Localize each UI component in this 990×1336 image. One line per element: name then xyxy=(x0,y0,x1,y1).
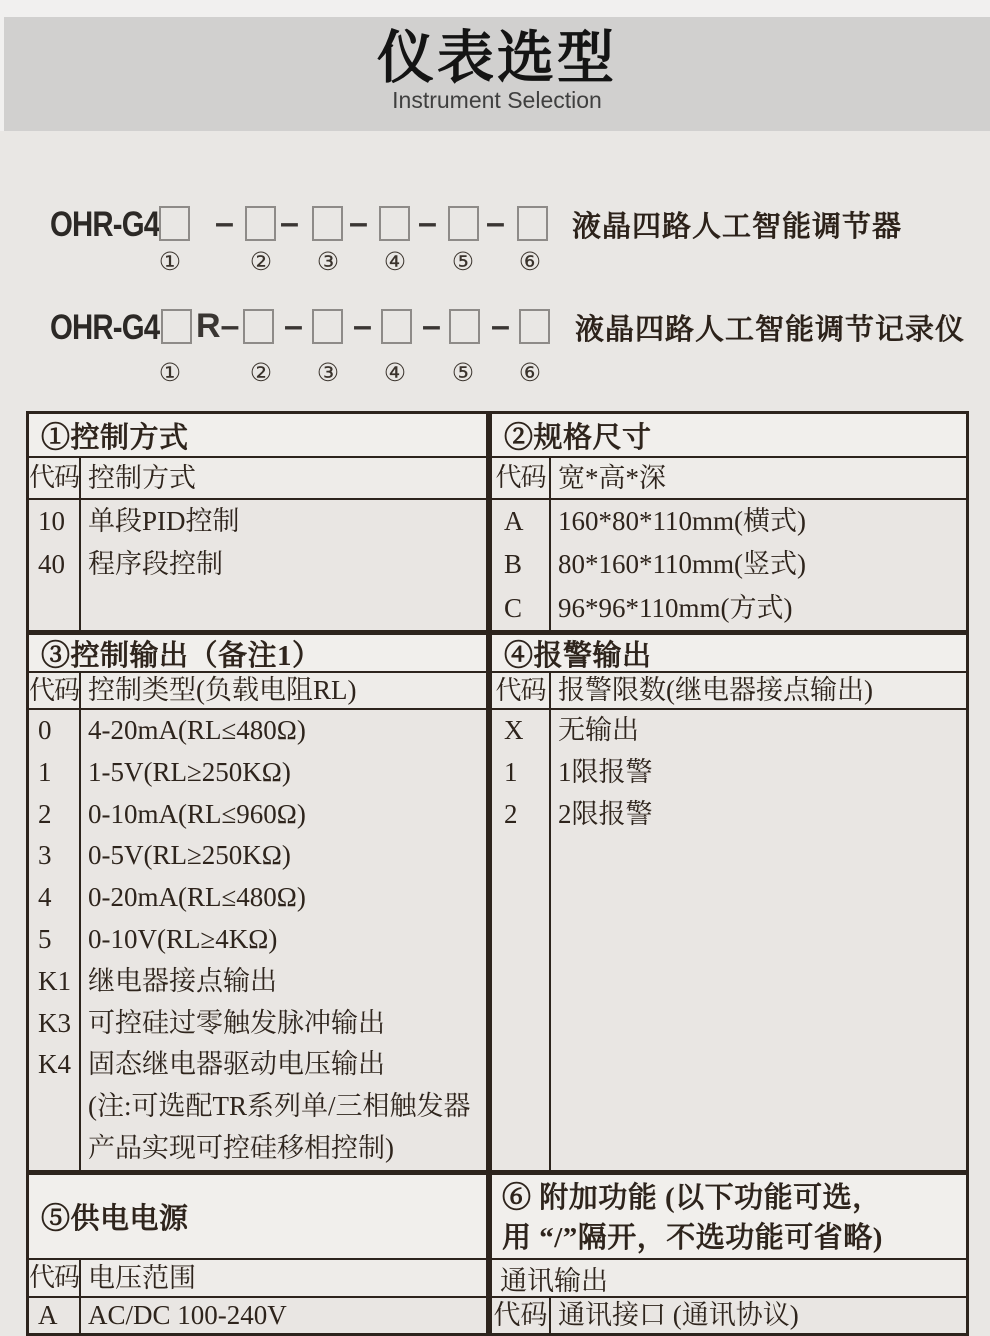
section34-data xyxy=(29,710,966,1170)
section2-codes xyxy=(492,500,551,630)
section12-data xyxy=(29,500,966,630)
section56-subheader-row xyxy=(29,1260,966,1298)
model1-code-box-3 xyxy=(312,206,343,241)
section4-code-header: 代码 xyxy=(492,673,551,708)
model1-code-box-2 xyxy=(245,206,276,241)
cell: 无输出 xyxy=(558,715,639,745)
cell: 可控硅过零触发脉冲输出 xyxy=(88,1007,385,1038)
model1-connector-5: – xyxy=(486,204,505,242)
section34-header-row xyxy=(29,635,966,673)
model2-connector-3: – xyxy=(353,307,372,345)
section56-bottom-row xyxy=(29,1298,966,1333)
section6-group-header: 通讯输出 xyxy=(500,1265,608,1296)
cell: K3 xyxy=(38,1007,71,1038)
section1-title: ①控制方式 xyxy=(41,421,189,454)
model1-connector-2: – xyxy=(280,204,299,242)
cell: 程序段控制 xyxy=(88,549,223,580)
model1-marker-1: ① xyxy=(158,249,182,276)
model2-connector-4: – xyxy=(422,307,441,345)
section1-code-header: 代码 xyxy=(29,458,81,498)
cell: 2限报警 xyxy=(558,798,653,829)
section12-header-row xyxy=(29,414,966,458)
section12-subheader-row xyxy=(29,458,966,500)
model2-description: 液晶四路人工智能调节记录仪 xyxy=(575,314,966,346)
section5-values xyxy=(81,1298,486,1333)
model1-code-box-1 xyxy=(159,206,190,241)
cell: A xyxy=(38,1300,58,1330)
cell: 5 xyxy=(38,923,52,954)
page-subtitle: Instrument Selection xyxy=(392,87,602,113)
model1-connector-4: – xyxy=(418,204,437,242)
cell: 1限报警 xyxy=(558,756,653,787)
section56-header-row xyxy=(29,1175,966,1260)
section3-title: ③控制输出（备注1） xyxy=(41,639,322,672)
cell: 单段PID控制 xyxy=(88,506,240,536)
model1-prefix: OHR-G4 xyxy=(50,205,160,244)
section1-values xyxy=(81,500,486,630)
model2-code-box-2 xyxy=(243,309,274,344)
section5-desc-header: 电压范围 xyxy=(88,1263,196,1293)
model1-code-box-4 xyxy=(379,206,410,241)
section6-desc-header: 通讯接口 (通讯协议) xyxy=(558,1300,799,1330)
cell: 0-10mA(RL≤960Ω) xyxy=(88,798,306,829)
cell: 4-20mA(RL≤480Ω) xyxy=(88,715,306,745)
section1-codes xyxy=(29,500,81,630)
section4-desc-header: 报警限数(继电器接点输出) xyxy=(558,675,873,705)
cell: 4 xyxy=(38,882,52,913)
section5-code-header: 代码 xyxy=(29,1260,81,1296)
section3-code-header: 代码 xyxy=(29,673,81,708)
model2-code-box-5 xyxy=(449,309,480,344)
model1-marker-6: ⑥ xyxy=(518,249,542,276)
cell: 1-5V(RL≥250KΩ) xyxy=(88,756,291,787)
cell: 0-10V(RL≥4KΩ) xyxy=(88,923,278,954)
model2-code-box-3 xyxy=(312,309,343,344)
section2-values xyxy=(551,500,966,630)
section3-desc-header: 控制类型(负载电阻RL) xyxy=(88,675,357,705)
cell: 160*80*110mm(横式) xyxy=(558,506,806,536)
cell: 96*96*110mm(方式) xyxy=(558,592,793,623)
cell: A xyxy=(504,506,524,536)
model1-marker-2: ② xyxy=(249,249,273,276)
cell: 40 xyxy=(38,549,65,580)
section3-codes xyxy=(29,710,81,1170)
section3-values xyxy=(81,710,486,1170)
cell-note: 产品实现可控硅移相控制) xyxy=(88,1132,394,1163)
section4-values xyxy=(551,710,966,1170)
section5-title: ⑤供电电源 xyxy=(41,1203,189,1235)
cell: AC/DC 100-240V xyxy=(88,1300,287,1330)
model2-marker-6: ⑥ xyxy=(518,360,542,387)
cell: 2 xyxy=(504,798,518,829)
section6-title-line2: 用 “/”隔开，不选功能可省略) xyxy=(502,1222,883,1254)
model2-marker-1: ① xyxy=(158,360,182,387)
cell: K4 xyxy=(38,1049,71,1080)
model2-code-box-4 xyxy=(381,309,412,344)
model2-connector-5: – xyxy=(491,307,510,345)
model2-code-box-6 xyxy=(519,309,550,344)
model2-marker-2: ② xyxy=(249,360,273,387)
model2-connector-1: R– xyxy=(196,307,240,345)
section5-codes xyxy=(29,1298,81,1333)
cell: 0-5V(RL≥250KΩ) xyxy=(88,840,291,871)
section2-code-header: 代码 xyxy=(492,458,551,498)
page-title: 仪表选型 xyxy=(377,26,617,90)
model1-marker-4: ④ xyxy=(383,249,407,276)
cell: B xyxy=(504,549,523,580)
page-header xyxy=(4,17,990,131)
cell: 1 xyxy=(38,756,52,787)
top-strip xyxy=(0,0,990,17)
model2-prefix: OHR-G4 xyxy=(50,308,160,347)
model1-connector-3: – xyxy=(349,204,368,242)
section34-subheader-row xyxy=(29,673,966,710)
cell-note: (注:可选配TR系列单/三相触发器 xyxy=(88,1091,471,1122)
cell: 1 xyxy=(504,756,518,787)
cell: 3 xyxy=(38,840,52,871)
cell: C xyxy=(504,592,523,623)
model2-connector-2: – xyxy=(284,307,303,345)
model1-code-box-5 xyxy=(448,206,479,241)
cell: 固态继电器驱动电压输出 xyxy=(88,1049,385,1080)
section1-desc-header: 控制方式 xyxy=(88,463,196,493)
cell: 10 xyxy=(38,506,65,536)
section6-code-header: 代码 xyxy=(492,1298,551,1333)
section6-title xyxy=(492,1175,883,1258)
left-strip xyxy=(0,0,4,131)
selection-table xyxy=(26,411,969,1336)
model1-marker-3: ③ xyxy=(316,249,340,276)
section2-desc-header: 宽*高*深 xyxy=(558,463,666,493)
cell: 80*160*110mm(竖式) xyxy=(558,549,806,580)
cell: 2 xyxy=(38,798,52,829)
model1-marker-5: ⑤ xyxy=(451,249,475,276)
section4-codes xyxy=(492,710,551,1170)
model1-code-box-6 xyxy=(517,206,548,241)
model2-code-box-1 xyxy=(161,309,192,344)
cell: K1 xyxy=(38,965,71,996)
model2-marker-3: ③ xyxy=(316,360,340,387)
cell: 继电器接点输出 xyxy=(88,965,277,996)
model1-description: 液晶四路人工智能调节器 xyxy=(572,211,903,243)
model1-connector-1: – xyxy=(215,204,234,242)
section4-title: ④报警输出 xyxy=(504,639,652,672)
model2-marker-5: ⑤ xyxy=(451,360,475,387)
cell: 0-20mA(RL≤480Ω) xyxy=(88,882,306,913)
section2-title: ②规格尺寸 xyxy=(504,421,652,454)
section6-title-line1: ⑥ 附加功能 (以下功能可选， xyxy=(502,1182,882,1214)
cell: 0 xyxy=(38,715,52,745)
cell: X xyxy=(504,715,524,745)
model2-marker-4: ④ xyxy=(383,360,407,387)
